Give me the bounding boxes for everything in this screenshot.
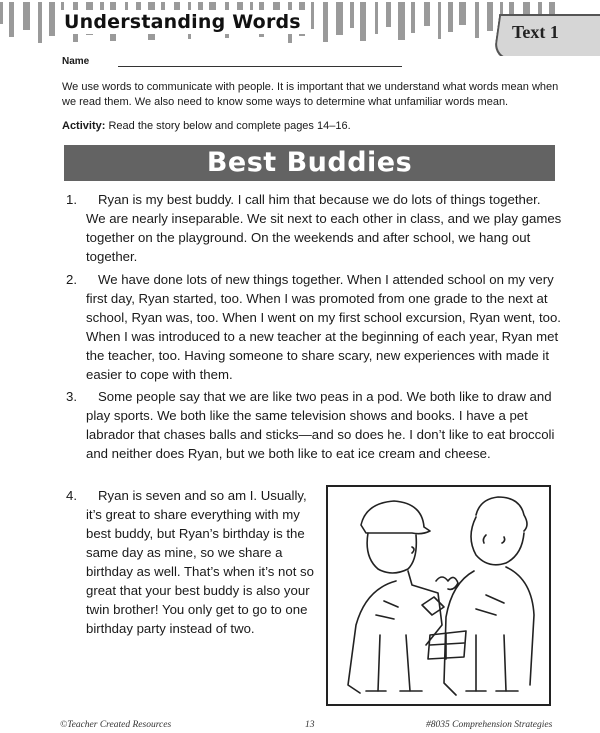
header-stripe — [375, 2, 378, 34]
header-stripe — [49, 2, 55, 36]
story-paragraph-4 — [62, 486, 324, 638]
footer-book-title: #8035 Comprehension Strategies — [426, 720, 553, 730]
text-tab-label: Text 1 — [512, 22, 559, 42]
section-title: Understanding Words — [60, 10, 305, 34]
paragraph-text: We have done lots of new things together. When I attended school on my very first day, Ryan started, too. When I was promoted from one grade to the next at school, Ryan was, too. When I went on my first school excursion, Ryan went, too. When I was introduced to a new teacher at the beginning of each year, Ryan met the teacher, too. Having someone to share scary, new experiences with made it easier to cope with them. — [86, 272, 561, 382]
story-paragraph-3 — [62, 387, 562, 463]
page-number: 13 — [305, 720, 315, 730]
activity-label: Activity: — [62, 120, 106, 132]
paragraph-number: 3. — [66, 389, 77, 404]
header-stripe — [323, 2, 328, 42]
header-stripe — [350, 2, 354, 28]
header-stripe — [311, 2, 314, 29]
header-stripe — [9, 2, 14, 37]
header-stripe — [487, 2, 493, 31]
paragraph-number: 1. — [66, 192, 77, 207]
story-paragraph-1 — [62, 190, 562, 266]
twin-boys-illustration — [326, 485, 551, 706]
header-stripe — [38, 2, 42, 43]
paragraph-text: Ryan is my best buddy. I call him that because we do lots of things together. We are nearly inseparable. We sit next to each other in class, and we play games together on the playground. On the weekends and after school, we hang out together. — [86, 192, 562, 264]
header-stripe — [398, 2, 405, 40]
header-stripe — [448, 2, 453, 32]
header-stripe — [411, 2, 415, 33]
paragraph-number: 2. — [66, 272, 77, 287]
paragraph-text: Ryan is seven and so am I. Usually, it’s great to share everything with my best buddy, but Ryan’s birthday is the same day as mine, so we share a birthday as well. That’s when it’s not so great that your best buddy is also your twin brother! You only get to go to one birthday party instead of two. — [86, 488, 314, 636]
header-stripe — [23, 2, 30, 30]
activity-line — [62, 120, 562, 132]
header-stripe — [386, 2, 391, 27]
activity-text: Read the story below and complete pages 14–16. — [108, 120, 351, 132]
page-header — [0, 0, 600, 56]
header-stripe — [438, 2, 441, 39]
story-title: Best Buddies — [206, 147, 413, 178]
name-field[interactable] — [118, 66, 402, 67]
intro-text: We use words to communicate with people. It is important that we understand what words mean when we read them. We also need to know some ways to determine what unfamiliar words mean. — [62, 81, 559, 108]
name-label: Name — [62, 56, 90, 67]
header-stripe — [475, 2, 479, 38]
header-stripe — [424, 2, 430, 26]
story-paragraph-2 — [62, 270, 562, 384]
paragraph-number: 4. — [66, 488, 77, 503]
header-stripe — [459, 2, 466, 25]
header-stripe — [360, 2, 366, 41]
header-stripe — [336, 2, 343, 35]
header-stripe — [0, 2, 3, 24]
footer-publisher: ©Teacher Created Resources — [60, 720, 172, 730]
paragraph-text: Some people say that we are like two peas in a pod. We both like to draw and play sports. We both like the same television shows and books. I have a pet labrador that chases balls and sticks—and so does he. I don’t like to eat broccoli and neither does Ryan, but we both like to eat ice cream and cheese. — [86, 389, 555, 461]
